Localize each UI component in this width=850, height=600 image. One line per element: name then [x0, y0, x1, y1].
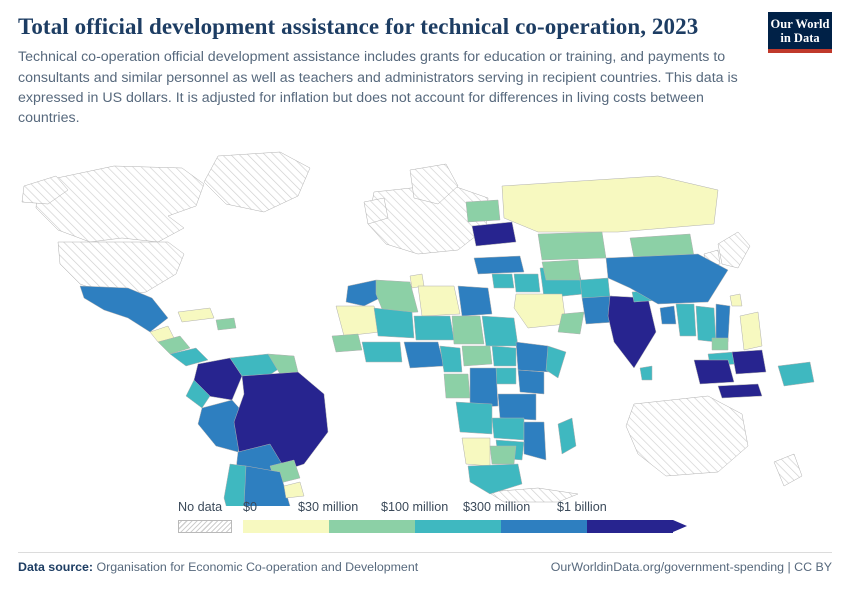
country-namibia [462, 438, 490, 466]
country-canada [36, 166, 204, 242]
country-papua-new-guinea [778, 362, 814, 386]
country-thailand-laos [696, 306, 716, 342]
data-source-label: Data source: [18, 560, 94, 574]
country-cuba [178, 308, 214, 322]
legend-tick-3: $300 million [463, 500, 531, 514]
country-mali [374, 308, 414, 338]
country-western-sahara-mauritania [336, 306, 380, 336]
country-taiwan [730, 294, 742, 306]
country-yemen-oman [558, 312, 584, 334]
country-sri-lanka [640, 366, 652, 380]
country-kazakhstan [538, 232, 606, 260]
legend-bin-5[interactable] [587, 520, 673, 533]
country-ukraine [472, 222, 516, 246]
legend-bin-3[interactable] [415, 520, 501, 533]
chart-subtitle: Technical co-operation official development assistance includes grants for education or training, and payments to consultants and similar personnel as well as teachers and administrators serving in recipient countries. This data is expressed in US dollars. It is adjusted for inflation but does not account for differences in living costs between countries. [18, 49, 738, 126]
legend-tick-2: $100 million [381, 500, 449, 514]
map-legend[interactable] [0, 500, 850, 548]
country-ivory-coast-ghana [362, 342, 402, 362]
page-title: Total official development assistance for technical co-operation, 2023 [18, 14, 699, 39]
country-bangladesh [660, 306, 676, 324]
country-botswana [490, 446, 516, 464]
country-somalia [546, 346, 566, 378]
country-vietnam [716, 304, 730, 342]
world-choropleth-map[interactable] [18, 146, 832, 506]
data-source [18, 560, 418, 574]
country-libya [418, 286, 460, 316]
country-turkey [474, 256, 524, 274]
country-ethiopia [516, 342, 550, 372]
country-democratic-republic-of-congo [470, 368, 498, 408]
legend-bins[interactable] [243, 520, 687, 533]
country-haiti-dominican [216, 318, 236, 330]
country-chad [452, 316, 484, 344]
legend-no-data-swatch[interactable] [178, 520, 232, 533]
country-sudan [482, 316, 518, 346]
country-japan [718, 232, 750, 268]
legend-tick-4: $1 billion [557, 500, 607, 514]
country-nigeria [404, 342, 444, 368]
country-central-african-republic [462, 346, 492, 366]
owid-logo-line1: Our World [770, 17, 830, 31]
country-senegal-guinea [332, 334, 362, 352]
country-uganda-rwanda [496, 368, 516, 384]
legend-open-ended-arrow [673, 520, 687, 532]
country-myanmar [676, 304, 696, 336]
country-egypt [458, 286, 492, 316]
legend-tick-labels [0, 500, 850, 518]
map-svg [18, 146, 832, 506]
country-philippines [740, 312, 762, 350]
country-australia [626, 396, 748, 476]
country-madagascar [558, 418, 576, 454]
country-zambia [492, 418, 524, 440]
legend-tick-1: $30 million [298, 500, 359, 514]
legend-bin-2[interactable] [329, 520, 415, 533]
country-south-sudan [492, 346, 516, 366]
chart-footer [18, 552, 832, 588]
country-uruguay [284, 482, 304, 498]
country-greenland [204, 152, 310, 212]
country-afghanistan [580, 278, 610, 298]
country-cambodia [712, 338, 728, 350]
country-uzbekistan-turkmenistan [542, 260, 580, 280]
country-mozambique [524, 422, 546, 460]
country-gabon-congo [444, 374, 470, 398]
country-angola [456, 402, 492, 434]
country-syria-lebanon [492, 274, 514, 288]
legend-bin-4[interactable] [501, 520, 587, 533]
legend-no-data-label: No data [178, 500, 223, 514]
legend-bin-1[interactable] [243, 520, 329, 533]
country-india [608, 296, 656, 368]
legend-tick-0: $0 [243, 500, 258, 514]
country-indonesia-java [718, 384, 762, 398]
country-mexico [80, 286, 168, 332]
owid-logo[interactable] [768, 12, 832, 53]
country-russia [502, 176, 718, 232]
country-niger [414, 316, 454, 340]
country-indonesia-sumatra [694, 360, 734, 384]
country-tanzania [498, 394, 536, 420]
country-cameroon [440, 346, 462, 372]
footer-attribution[interactable]: OurWorldinData.org/government-spending | CC BY [550, 560, 832, 574]
country-indonesia-borneo [732, 350, 766, 374]
owid-logo-line2: in Data [780, 31, 820, 45]
country-belarus-baltics [466, 200, 500, 222]
map-countries [22, 152, 814, 506]
country-iraq [514, 274, 540, 292]
country-china [606, 254, 728, 304]
chart-header [18, 14, 832, 128]
country-kenya [518, 370, 544, 394]
data-source-value: Organisation for Economic Co-operation and Development [96, 560, 419, 574]
country-south-africa [468, 464, 522, 494]
country-saudi-arabia [514, 294, 566, 328]
country-new-zealand [774, 454, 802, 486]
